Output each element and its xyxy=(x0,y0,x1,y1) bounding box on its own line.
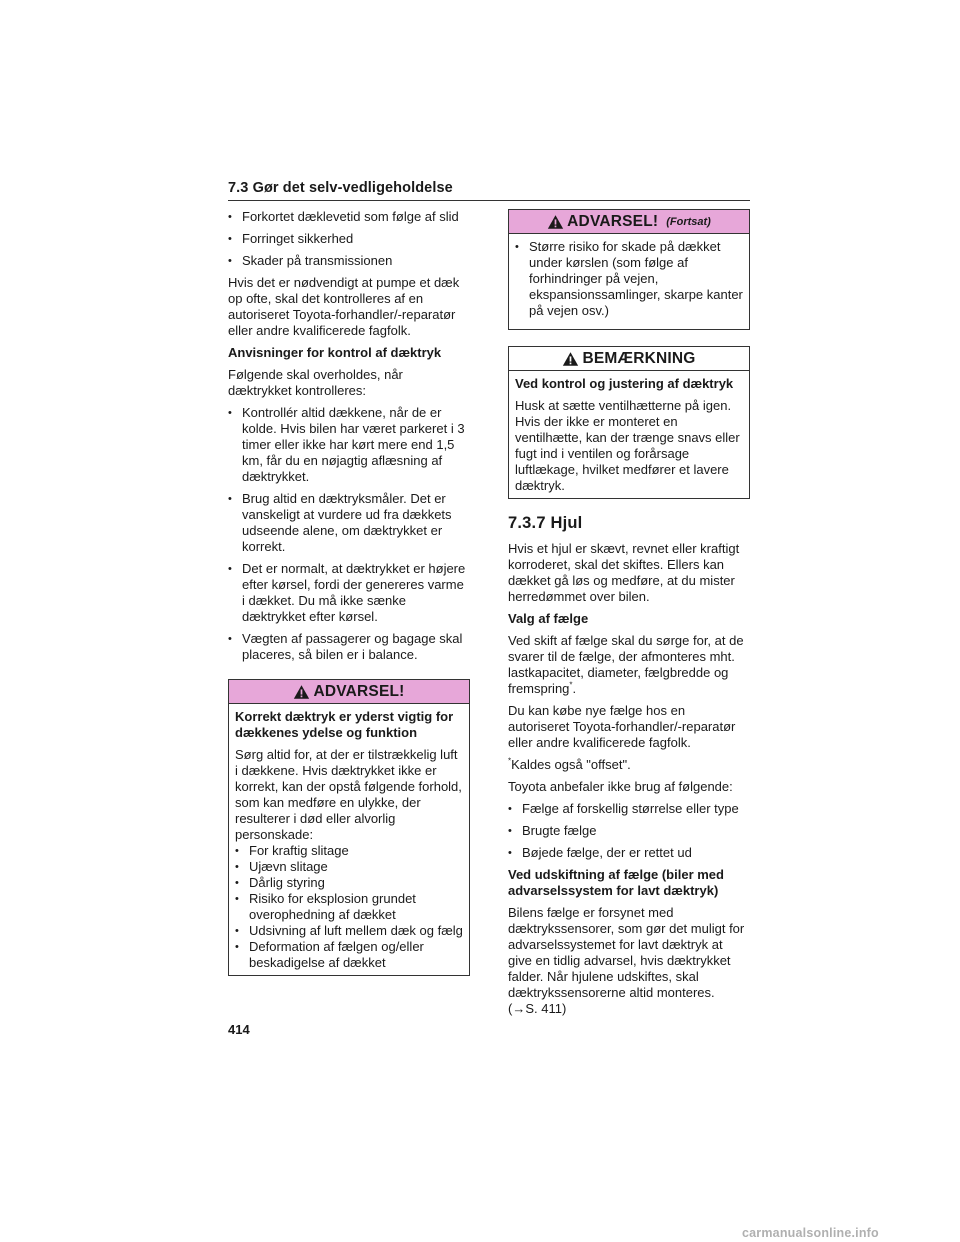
warning-title: ADVARSEL! xyxy=(313,682,405,700)
footnote-mark: * xyxy=(569,680,573,690)
footnote-text: Kaldes også "offset". xyxy=(511,757,631,772)
rim-avoid-list xyxy=(508,801,750,861)
warning-list xyxy=(235,843,463,971)
list-item: • Brug altid en dæktryksmåler. Det er vanskeligt at vurdere ud fra dækkets udseende alene, om dæktrykket er korrekt. xyxy=(228,491,470,555)
list-item: • Større risiko for skade på dækket under kørslen (som følge af forhindringer på vejen, ekspansionssamlinger, skarpe kanter på vejen osv.) xyxy=(515,239,743,319)
paragraph-pump: Hvis det er nødvendigt at pumpe et dæk op ofte, skal det kontrolleres af en autoriseret Toyota-forhandler/-reparatør eller andre kvalificerede fagfolk. xyxy=(228,275,460,338)
notice-heading: Ved kontrol og justering af dæktryk xyxy=(515,376,734,391)
paragraph-rim xyxy=(508,633,750,697)
footnote xyxy=(508,757,750,773)
list-item: • Risiko for eksplosion grundet overophedning af dækket xyxy=(235,891,463,923)
list-item: • Udsivning af luft mellem dæk og fælg xyxy=(235,923,463,939)
notice-text: Husk at sætte ventilhætterne på igen. Hvis der ikke er monteret en ventilhætte, kan der trænge snavs eller fugt ind i ventilen og forårsage luftlækage, hvilket medfører et lavere dæktryk. xyxy=(515,398,740,493)
paragraph-rim-text: Ved skift af fælge skal du sørge for, at de svarer til de fælge, der afmonteres mht. lastkapacitet, diameter, fælgbredde og fremspring xyxy=(508,633,744,696)
warning-box xyxy=(228,679,470,976)
warning-text: Sørg altid for, at der er tilstrækkelig luft i dækkene. Hvis dæktrykket ikke er korrekt, kan der opstå følgende forhold, som kan medføre en ulykke, der resulterer i død eller alvorlig personskade: xyxy=(235,747,462,842)
consequence-list xyxy=(228,209,470,269)
list-item: • Det er normalt, at dæktrykket er højere efter kørsel, fordi der genereres varme i dækket. Du må ikke sænke dæktrykket efter kørsel. xyxy=(228,561,470,625)
warning-icon xyxy=(293,684,310,700)
list-item: • For kraftig slitage xyxy=(235,843,463,859)
list-item: • Ujævn slitage xyxy=(235,859,463,875)
list-item: • Kontrollér altid dækkene, når de er kolde. Hvis bilen har været parkeret i 3 timer eller ikke har kørt mere end 1,5 km, får du en nøjagtig aflæsning af dæktrykket. xyxy=(228,405,470,485)
list-item: • Deformation af fælgen og/eller beskadigelse af dækket xyxy=(235,939,463,971)
list-item: • Forringet sikkerhed xyxy=(228,231,470,247)
heading-check-pressure: Anvisninger for kontrol af dæktryk xyxy=(228,345,442,360)
notice-title: BEMÆRKNING xyxy=(582,349,696,367)
paragraph-sensors xyxy=(508,905,750,1001)
list-item: • Brugte fælge xyxy=(508,823,750,839)
paragraph-rim-period: . xyxy=(572,681,577,696)
left-column xyxy=(228,209,470,992)
warning-continued-box xyxy=(508,209,750,330)
watermark: carmanualsonline.info xyxy=(742,1226,879,1240)
paragraph-buy: Du kan købe nye fælge hos en autoriseret Toyota-forhandler/-reparatør eller andre kvalificerede fagfolk. xyxy=(508,703,736,750)
warning-continued-body xyxy=(509,234,749,329)
list-item: • Forkortet dæklevetid som følge af slid xyxy=(228,209,470,225)
warning-body xyxy=(229,704,469,975)
list-item: • Bøjede fælge, der er rettet ud xyxy=(508,845,750,861)
warning-continued-header xyxy=(509,210,749,234)
paragraph-wheel: Hvis et hjul er skævt, revnet eller kraftigt korroderet, skal det skiftes. Ellers kan dækket gå løs og medføre, at du mister herredømmet over bilen. xyxy=(508,541,740,604)
notice-box-header xyxy=(509,347,749,371)
page-reference: (→S. 411) xyxy=(508,1001,567,1016)
right-column xyxy=(508,209,750,1023)
notice-body xyxy=(509,371,749,498)
check-instructions-list xyxy=(228,405,470,663)
notice-icon xyxy=(562,351,579,367)
warning-continued-subtitle: (Fortsat) xyxy=(666,215,711,228)
list-item: • Fælge af forskellig størrelse eller type xyxy=(508,801,750,817)
section-header-title: 7.3 Gør det selv-vedligeholdelse xyxy=(228,180,453,196)
warning-continued-list xyxy=(515,239,743,319)
warning-box-header xyxy=(229,680,469,704)
heading-replace-rims: Ved udskiftning af fælge (biler med advarselssystem for lavt dæktryk) xyxy=(508,867,724,898)
list-item: • Vægten af passagerer og bagage skal placeres, så bilen er i balance. xyxy=(228,631,470,663)
footnote-mark: * xyxy=(508,756,512,766)
list-item: • Dårlig styring xyxy=(235,875,463,891)
page-number: 414 xyxy=(228,1022,250,1037)
notice-box xyxy=(508,346,750,499)
section-header xyxy=(228,179,750,201)
paragraph-not-recommended: Toyota anbefaler ikke brug af følgende: xyxy=(508,779,733,794)
paragraph-follow: Følgende skal overholdes, når dæktrykket kontrolleres: xyxy=(228,367,403,398)
warning-heading: Korrekt dæktryk er yderst vigtig for dækkenes ydelse og funktion xyxy=(235,709,454,740)
warning-icon xyxy=(547,214,564,230)
paragraph-sensors-text: Bilens fælge er forsynet med dæktrykssensorer, som gør det muligt for advarselssystemet for lavt dæktryk at give en tidlig advarsel, hvis dæktrykket falder. Når hjulene udskiftes, skal dæktrykssensorerne altid monteres. xyxy=(508,905,745,1000)
list-item: • Skader på transmissionen xyxy=(228,253,470,269)
heading-rim-choice: Valg af fælge xyxy=(508,611,589,626)
warning-continued-title: ADVARSEL! xyxy=(567,212,659,230)
section-title: 7.3.7 Hjul xyxy=(508,514,583,532)
